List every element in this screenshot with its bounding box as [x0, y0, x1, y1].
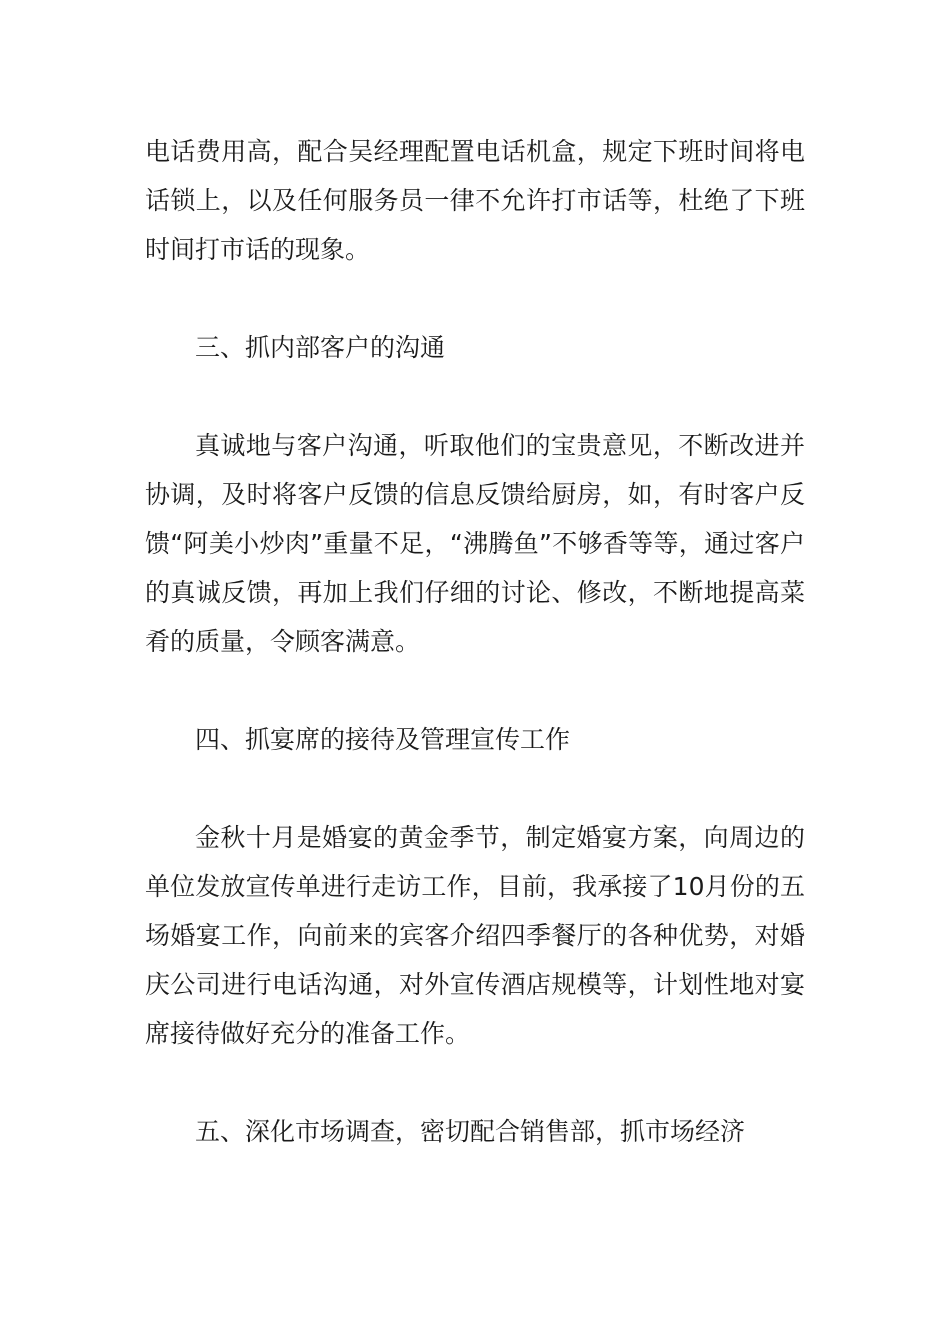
- paragraph-gap: [145, 1058, 805, 1107]
- paragraph-gap: [145, 274, 805, 323]
- paragraph-banquet-work: 金秋十月是婚宴的黄金季节，制定婚宴方案，向周边的单位发放宣传单进行走访工作，目前，我承接了10月份的五场婚宴工作，向前来的宾客介绍四季餐厅的各种优势，对婚庆公司进行电话沟通，对外宣传酒店规模等，计划性地对宴席接待做好充分的准备工作。: [145, 823, 805, 1048]
- section-heading-3: 三、抓内部客户的沟通: [195, 333, 446, 362]
- paragraph-gap: [145, 764, 805, 813]
- paragraph-phone-cost: 电话费用高，配合吴经理配置电话机盒，规定下班时间将电话锁上，以及任何服务员一律不允许打市话等，杜绝了下班时间打市话的现象。: [145, 137, 805, 264]
- paragraph-gap: [145, 372, 805, 421]
- section-heading-4: 四、抓宴席的接待及管理宣传工作: [195, 725, 571, 754]
- paragraph-gap: [145, 666, 805, 715]
- document-body: [145, 127, 805, 1156]
- section-heading-5: 五、深化市场调查，密切配合销售部，抓市场经济: [195, 1117, 746, 1146]
- paragraph-customer-communication: 真诚地与客户沟通，听取他们的宝贵意见，不断改进并协调，及时将客户反馈的信息反馈给厨房，如，有时客户反馈“阿美小炒肉”重量不足，“沸腾鱼”不够香等等，通过客户的真诚反馈，再加上我们仔细的讨论、修改，不断地提高菜肴的质量，令顾客满意。: [145, 431, 805, 656]
